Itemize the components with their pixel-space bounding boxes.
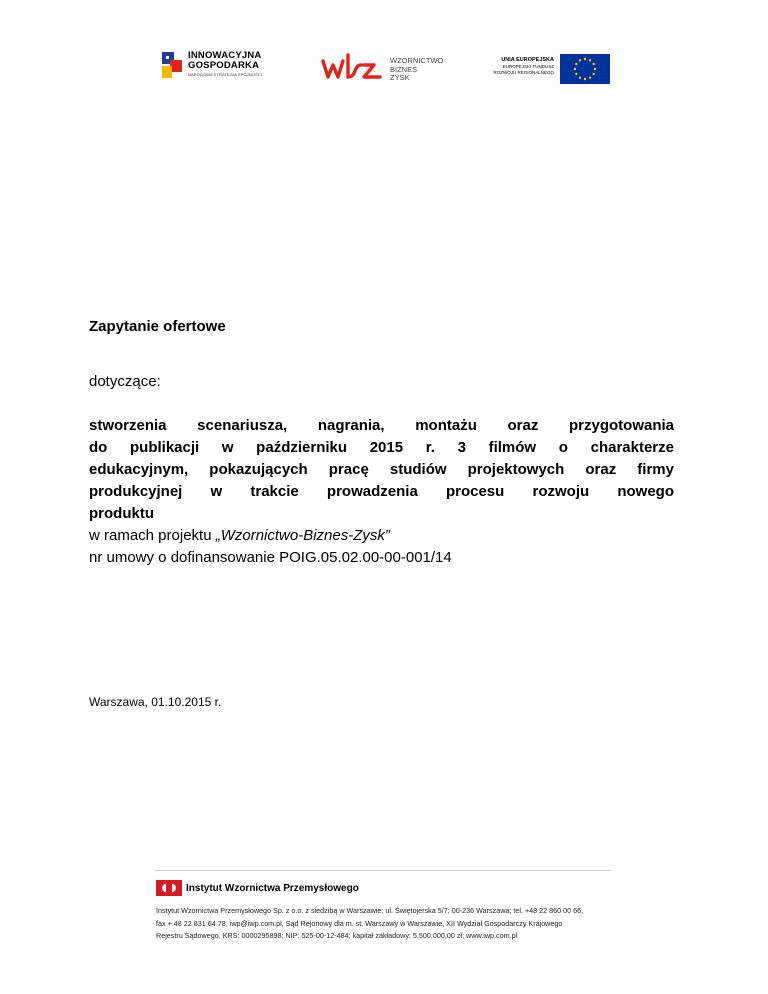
ue-logo-line2: EUROPEJSKI FUNDUSZ <box>502 64 554 69</box>
place-date: Warszawa, 01.10.2015 r. <box>89 695 222 709</box>
wbz-mark-icon <box>320 53 386 83</box>
footer-line: Rejestru Sądowego, KRS: 0000295898; NIP: 525-00-12-484; kapitał zakładowy: 5.500.000,00 zł; www.iwp.com.pl <box>156 931 518 940</box>
subject-line: produktu <box>89 505 154 522</box>
document-title: Zapytanie ofertowe <box>89 318 226 335</box>
footer-line: fax + 48 22 831 64 78, iwp@iwp.com.pl, Sąd Rejonowy dla m. st. Warszawy w Warszawie, XII Wydział Gospodarczy Krajowego <box>156 918 563 928</box>
footer-address <box>156 905 616 943</box>
subject-paragraph <box>89 415 674 525</box>
project-name: „Wzornictwo-Biznes-Zysk” <box>215 527 390 544</box>
subject-line: do publikacji w październiku 2015 r. 3 filmów o charakterze <box>89 439 674 456</box>
innowacyjna-gospodarka-logo <box>160 48 280 84</box>
wzornictwo-biznes-zysk-logo <box>320 51 450 85</box>
iwp-mark-icon <box>156 880 182 896</box>
ig-logo-line3: NARODOWA STRATEGIA SPÓJNOŚCI <box>188 72 262 77</box>
wbz-logo-line2: BIZNES <box>390 64 418 74</box>
contract-number: nr umowy o dofinansowanie POIG.05.02.00-00-001/14 <box>89 549 452 566</box>
footer-line: Instytut Wzornictwa Przemysłowego Sp. z o.o. z siedzibą w Warszawie; ul. Świętojerska 5/7; 00-236 Warszawa; tel. +48 22 860 00 66, <box>156 906 584 915</box>
project-line <box>89 525 390 547</box>
ig-logo-line1: INNOWACYJNA <box>188 50 262 61</box>
ue-logo-line3: ROZWOJU REGIONALNEGO <box>493 70 554 75</box>
wbz-logo-line1: WZORNICTWO <box>390 56 444 65</box>
innowacyjna-gospodarka-emblem-icon <box>160 48 184 82</box>
iwp-logo-name: Instytut Wzornictwa Przemysłowego <box>186 883 359 894</box>
ue-logo-line1: UNIA EUROPEJSKA <box>501 57 554 63</box>
unia-europejska-logo <box>490 54 610 86</box>
subject-line: edukacyjnym, pokazujących pracę studiów projektowych oraz firmy <box>89 461 674 478</box>
document-subtitle: dotyczące: <box>89 373 161 390</box>
subject-line: stworzenia scenariusza, nagrania, montażu oraz przygotowania <box>89 417 674 434</box>
eu-flag-icon <box>560 54 610 84</box>
ig-logo-line2: GOSPODARKA <box>188 60 260 71</box>
subject-line: produkcyjnej w trakcie prowadzenia procesu rozwoju nowego <box>89 483 674 500</box>
project-prefix: w ramach projektu <box>89 527 216 544</box>
wbz-logo-line3: ZYSK <box>390 73 410 82</box>
footer-divider <box>155 870 611 871</box>
